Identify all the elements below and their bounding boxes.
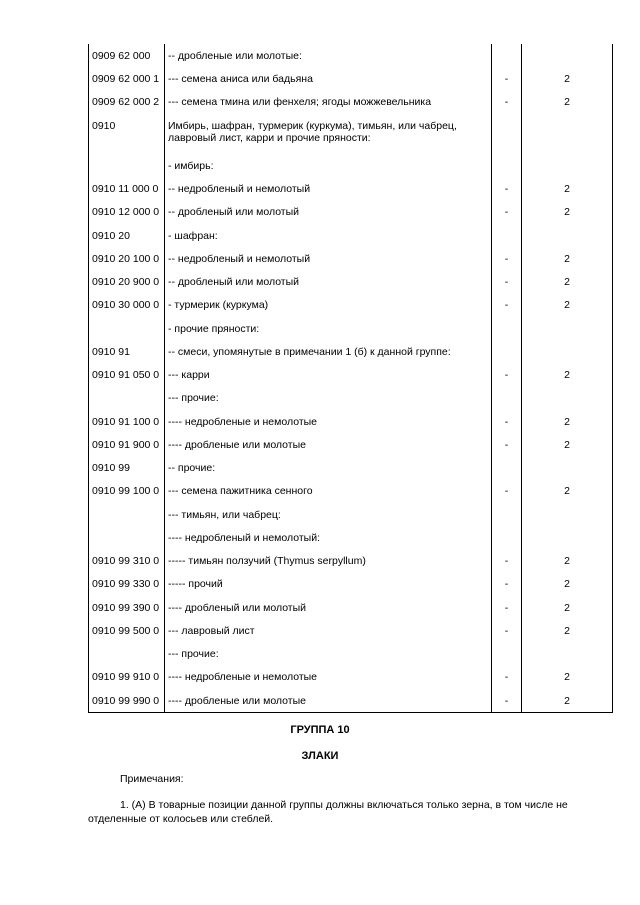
col3-cell: - <box>492 550 522 573</box>
code-cell <box>89 154 165 177</box>
table-row <box>89 433 613 456</box>
table-row <box>89 550 613 573</box>
col3-cell: - <box>492 91 522 114</box>
col3-cell: - <box>492 689 522 713</box>
code-cell: 0909 62 000 2 <box>89 91 165 114</box>
code-cell <box>89 317 165 340</box>
code-cell: 0910 99 990 0 <box>89 689 165 713</box>
description-cell: --- тимьян, или чабрец: <box>165 503 492 526</box>
description-cell: --- прочие: <box>165 387 492 410</box>
table-row <box>89 178 613 201</box>
description-cell: -- прочие: <box>165 457 492 480</box>
group-heading: ГРУППА 10 <box>290 724 350 736</box>
table-row <box>89 114 613 155</box>
col3-cell <box>492 457 522 480</box>
col4-cell <box>522 526 613 549</box>
col3-cell: - <box>492 433 522 456</box>
col4-cell: 2 <box>522 573 613 596</box>
description-cell: ----- тимьян ползучий (Thymus serpyllum) <box>165 550 492 573</box>
table-row <box>89 340 613 363</box>
description-cell: Имбирь, шафран, турмерик (куркума), тимьян, или чабрец, лавровый лист, карри и прочие пряности: <box>165 114 492 155</box>
col4-cell <box>522 224 613 247</box>
code-cell: 0910 99 390 0 <box>89 596 165 619</box>
description-cell: -- дробленый или молотый <box>165 271 492 294</box>
description-cell: ---- дробленый или молотый <box>165 596 492 619</box>
description-cell: --- семена аниса или бадьяна <box>165 67 492 90</box>
description-cell: -- недробленый и немолотый <box>165 178 492 201</box>
col3-cell <box>492 643 522 666</box>
description-cell: --- лавровый лист <box>165 619 492 642</box>
col3-cell: - <box>492 67 522 90</box>
table-row <box>89 410 613 433</box>
col3-cell: - <box>492 666 522 689</box>
code-cell: 0910 30 000 0 <box>89 294 165 317</box>
table-row <box>89 573 613 596</box>
description-cell: - прочие пряности: <box>165 317 492 340</box>
col4-cell <box>522 154 613 177</box>
description-cell: - турмерик (куркума) <box>165 294 492 317</box>
col4-cell: 2 <box>522 666 613 689</box>
description-cell: -- смеси, упомянутые в примечании 1 (б) к данной группе: <box>165 340 492 363</box>
code-cell: 0910 99 310 0 <box>89 550 165 573</box>
col3-cell <box>492 503 522 526</box>
col3-cell: - <box>492 573 522 596</box>
col3-cell <box>492 154 522 177</box>
table-row <box>89 247 613 270</box>
col4-cell: 2 <box>522 201 613 224</box>
description-cell: ---- дробленые или молотые <box>165 689 492 713</box>
col4-cell: 2 <box>522 91 613 114</box>
col4-cell: 2 <box>522 619 613 642</box>
col4-cell <box>522 317 613 340</box>
code-cell: 0909 62 000 1 <box>89 67 165 90</box>
table-row <box>89 457 613 480</box>
col4-cell: 2 <box>522 410 613 433</box>
table-row <box>89 364 613 387</box>
col4-cell <box>522 457 613 480</box>
col3-cell: - <box>492 178 522 201</box>
table-row <box>89 317 613 340</box>
col4-cell: 2 <box>522 596 613 619</box>
description-cell: --- прочие: <box>165 643 492 666</box>
table-row <box>89 154 613 177</box>
col3-cell <box>492 526 522 549</box>
col3-cell: - <box>492 201 522 224</box>
col4-cell: 2 <box>522 247 613 270</box>
description-cell: - шафран: <box>165 224 492 247</box>
table-row <box>89 224 613 247</box>
description-cell: ---- недробленые и немолотые <box>165 410 492 433</box>
description-cell: ----- прочий <box>165 573 492 596</box>
code-cell: 0910 91 <box>89 340 165 363</box>
note-paragraph: 1. (А) В товарные позиции данной группы должны включаться только зерна, в том числе не отделенные от колосьев или стеблей. <box>88 799 568 825</box>
table-row <box>89 44 613 67</box>
col4-cell <box>522 44 613 67</box>
code-cell <box>89 643 165 666</box>
table-row <box>89 201 613 224</box>
col3-cell: - <box>492 410 522 433</box>
table-row <box>89 689 613 713</box>
table-row <box>89 271 613 294</box>
description-cell: -- дробленый или молотый <box>165 201 492 224</box>
code-cell: 0910 20 <box>89 224 165 247</box>
col3-cell <box>492 387 522 410</box>
col4-cell: 2 <box>522 689 613 713</box>
table-row <box>89 619 613 642</box>
col3-cell <box>492 317 522 340</box>
col3-cell: - <box>492 294 522 317</box>
tariff-table-body <box>89 44 613 713</box>
table-row <box>89 596 613 619</box>
description-cell: ---- недробленый и немолотый: <box>165 526 492 549</box>
description-cell: -- дробленые или молотые: <box>165 44 492 67</box>
col3-cell: - <box>492 364 522 387</box>
col4-cell: 2 <box>522 364 613 387</box>
col4-cell <box>522 643 613 666</box>
col3-cell: - <box>492 247 522 270</box>
tariff-table <box>88 44 613 713</box>
table-row <box>89 294 613 317</box>
code-cell: 0910 91 100 0 <box>89 410 165 433</box>
description-cell: --- карри <box>165 364 492 387</box>
code-cell <box>89 387 165 410</box>
col4-cell: 2 <box>522 178 613 201</box>
col3-cell: - <box>492 271 522 294</box>
col3-cell: - <box>492 596 522 619</box>
code-cell: 0910 99 <box>89 457 165 480</box>
code-cell: 0910 11 000 0 <box>89 178 165 201</box>
table-row <box>89 666 613 689</box>
col3-cell <box>492 114 522 155</box>
code-cell: 0910 99 100 0 <box>89 480 165 503</box>
group-title: ЗЛАКИ <box>301 750 339 762</box>
code-cell: 0910 <box>89 114 165 155</box>
col4-cell: 2 <box>522 67 613 90</box>
table-row <box>89 643 613 666</box>
notes-label: Примечания: <box>120 773 184 785</box>
col4-cell: 2 <box>522 433 613 456</box>
description-cell: --- семена тмина или фенхеля; ягоды можжевельника <box>165 91 492 114</box>
table-row <box>89 67 613 90</box>
table-row <box>89 480 613 503</box>
code-cell: 0910 91 050 0 <box>89 364 165 387</box>
code-cell: 0910 20 100 0 <box>89 247 165 270</box>
code-cell: 0910 99 500 0 <box>89 619 165 642</box>
description-cell: ---- недробленые и немолотые <box>165 666 492 689</box>
col4-cell <box>522 340 613 363</box>
col3-cell: - <box>492 619 522 642</box>
code-cell: 0910 99 910 0 <box>89 666 165 689</box>
description-cell: -- недробленый и немолотый <box>165 247 492 270</box>
code-cell: 0910 12 000 0 <box>89 201 165 224</box>
table-row <box>89 387 613 410</box>
table-row <box>89 503 613 526</box>
code-cell <box>89 503 165 526</box>
col4-cell <box>522 114 613 155</box>
col4-cell <box>522 387 613 410</box>
code-cell: 0910 91 900 0 <box>89 433 165 456</box>
col4-cell: 2 <box>522 480 613 503</box>
description-cell: ---- дробленые или молотые <box>165 433 492 456</box>
code-cell: 0910 20 900 0 <box>89 271 165 294</box>
col3-cell <box>492 340 522 363</box>
col3-cell <box>492 44 522 67</box>
description-cell: --- семена пажитника сенного <box>165 480 492 503</box>
col4-cell: 2 <box>522 294 613 317</box>
description-cell: - имбирь: <box>165 154 492 177</box>
code-cell <box>89 526 165 549</box>
table-row <box>89 526 613 549</box>
code-cell: 0909 62 000 <box>89 44 165 67</box>
table-row <box>89 91 613 114</box>
col4-cell: 2 <box>522 550 613 573</box>
code-cell: 0910 99 330 0 <box>89 573 165 596</box>
col4-cell <box>522 503 613 526</box>
col3-cell: - <box>492 480 522 503</box>
col3-cell <box>492 224 522 247</box>
col4-cell: 2 <box>522 271 613 294</box>
